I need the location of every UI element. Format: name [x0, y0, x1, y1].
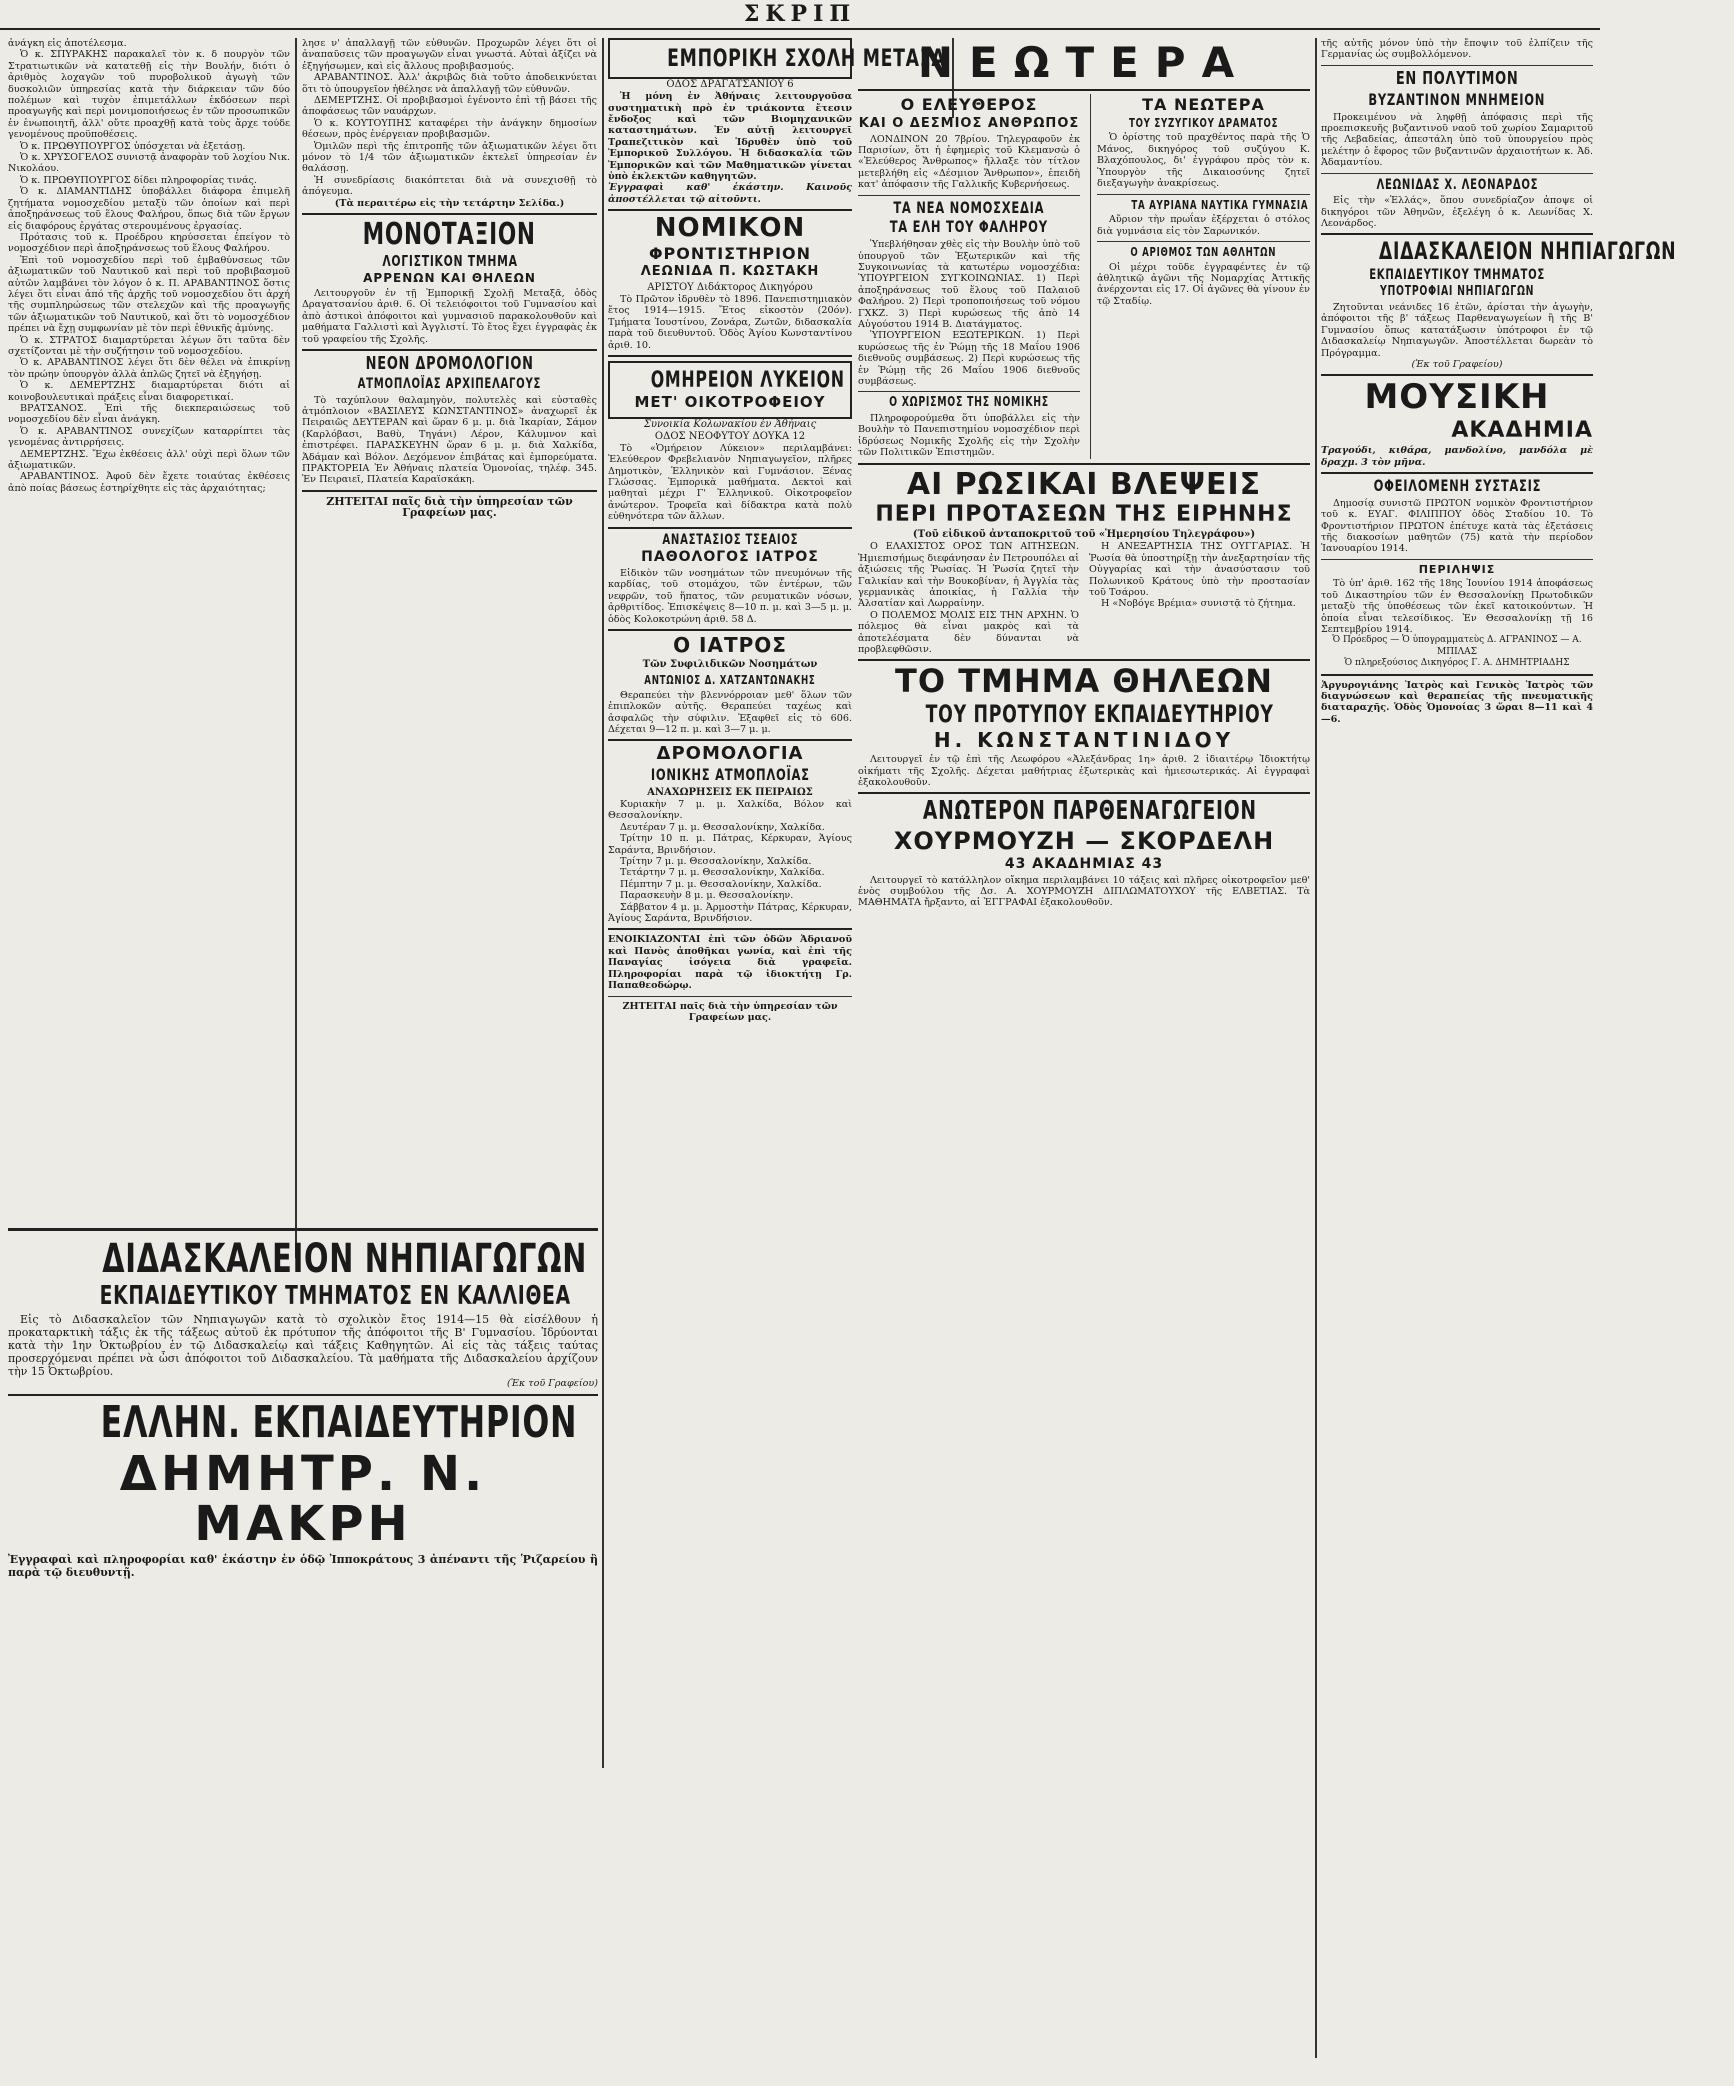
- ofeilom-body: Δημοσίᾳ συνιστῶ ΠΡΩΤΟΝ νομικὸν Φροντιστήριον τοῦ κ. ΕΥΑΓ. ΦΙΛΙΠΠΟΥ ὁδὸς Σταδίου 10. Τὸ Φροντιστήριον ΠΡΩΤΟΝ ἐπέτυχε κατὰ τὰς ἐξετάσεις τῆς διακοσίων μαθητῶν (75) κατὰ τὴν περίοδον Ἰανουαρίου 1914.: [1321, 497, 1593, 555]
- divider: [858, 463, 1310, 465]
- thileon-subtitle: ΤΟΥ ΠΡΟΤΥΠΟΥ ΕΚΠΑΙΔΕΥΤΗΡΙΟΥ: [925, 699, 1274, 728]
- column-rule: [602, 38, 604, 1768]
- dromologia-line: Παρασκευὴν 8 μ. μ. Θεσσαλονίκην.: [620, 890, 794, 902]
- divider: [1321, 559, 1593, 560]
- ad-nomikon-subtitle: ΦΡΟΝΤΙΣΤΗΡΙΟΝ: [648, 243, 812, 263]
- column-4-split: [858, 94, 1310, 459]
- eli-body-2: ὙΠΟΥΡΓΕΙΟΝ ΕΞΩΤΕΡΙΚΩΝ. 1) Περὶ κυρώσεως τῆς ἐν Ῥώμῃ τῆς 18 Μαΐου 1906 διεθνοῦς συμβάσεως. 2) Περὶ κυρώσεως τῆς ἐν Ῥώμῃ τῆς 26 Μαΐου 1906 διεθνοῦς συμβάσεως.: [858, 330, 1080, 388]
- divider: [608, 996, 852, 997]
- ad-monotaxion-title: ΜΟΝΟΤΑΞΙΟΝ: [362, 217, 537, 253]
- roskai-columns: [858, 541, 1310, 655]
- partheon-subtitle: ΧΟΥΡΜΟΥΖΗ — ΣΚΟΡΔΕΛΗ: [893, 826, 1275, 855]
- wanted-notice: ΖΗΤΕΙΤΑΙ παῖς διὰ τὴν ὑπηρεσίαν τῶν Γραφείων μας.: [326, 494, 573, 520]
- divider: [1321, 173, 1593, 174]
- ad-dromologion-subtitle: ΑΤΜΟΠΛΟΪΑΣ ΑΡΧΙΠΕΛΑΓΟΥΣ: [357, 375, 542, 392]
- divider: [1321, 65, 1593, 66]
- paragraph: Πρότασις τοῦ κ. Προέδρου κηρύσσεται ἐπείγον τὸ νομοσχέδιον περὶ ἀποξηράνσεως τοῦ ἕλους Φαλήρου.: [8, 231, 290, 255]
- paragraph: Ἐπὶ τοῦ νομοσχεδίου περὶ τοῦ ἐμβαθύνσεως τῶν ἀξιωματικῶν τοῦ Ναυτικοῦ καὶ περὶ τοῦ προβιβασμοῦ αὐτῶν λαμβάνει τὸν λόγον ὁ κ. Π. ΑΡΑΒΑΝΤΙΝΟΣ ὅστις λέγει ὅτι εἶναι ἀπό τῆς ἀρχῆς τοῦ νομοσχεδίου ὅτι ἀρχή τῆς συμπληρώσεως τῶν στελεχῶν καὶ τῆς προαγωγῆς τῶν ἀξιωματικῶν τοῦ Ναυτικοῦ, καὶ ὅτι τὸ νομοσχέδιον πρέπει νὰ ἔχῃ συμφωνίαν μὲ τὸν περὶ ἐθνικῆς ἀμύνης.: [8, 254, 290, 335]
- dromologia-line: Τετάρτην 7 μ. μ. Θεσσαλονίκην, Χαλκίδα.: [620, 867, 825, 879]
- divider: [858, 659, 1310, 661]
- ad-nomikon-name: ΛΕΩΝΙΔΑ Π. ΚΩΣΤΑΚΗ: [640, 264, 820, 280]
- paragraph: Ἡ συνεδρίασις διακόπτεται διὰ νὰ συνεχισθῇ τὸ ἀπόγευμα.: [302, 174, 597, 198]
- naftiki-title: ΤΑ ΑΥΡΙΑΝΑ ΝΑΥΤΙΚΑ ΓΥΜΝΑΣΙΑ: [1131, 197, 1309, 212]
- kallithea-subtitle: ΕΚΠΑΙΔΕΥΤΙΚΟΥ ΤΜΗΜΑΤΟΣ ΕΝ ΚΑΛΛΙΘΕΑ: [99, 1281, 571, 1311]
- paragraph: λησε ν' ἀπαλλαγῇ τῶν εὐθυνῶν. Προχωρῶν λέγει ὅτι οἱ ἀναπαῦσεις τῶν προαγωγῶν εἶναι γνωστά. Αὐταὶ ἀξίζει νὰ ἐξηγήσωμεν, καὶ εἰς ἄλλους προβιβασμούς.: [302, 38, 597, 72]
- ad-dromologia-subtitle: ΙΟΝΙΚΗΣ ΑΤΜΟΠΛΟΪΑΣ: [650, 765, 810, 785]
- paragraph: Ὁ κ. ΑΡΑΒΑΝΤΙΝΟΣ συνεχίζων καταρρίπτει τὰς γενομένας ἀντιρρήσεις.: [8, 425, 290, 449]
- divider: [608, 355, 852, 357]
- neotera-banner: ΝΕΩΤΕΡΑ: [858, 41, 1310, 91]
- bottom-left-block: [8, 1228, 598, 2068]
- ad-nomikon-title: ΝΟΜΙΚΟΝ: [654, 213, 806, 244]
- ad-tseaios-title: ΑΝΑΣΤΑΣΙΟΣ ΤΣΕΑΙΟΣ: [662, 531, 798, 548]
- kallithea-body: Εἰς τὸ Διδασκαλεῖον τῶν Νηπιαγωγῶν κατὰ τὸ σχολικὸν ἔτος 1914—15 θὰ εἰσέλθουν ἡ προκαταρκτικὴ τάξις ἐκ τῆς τάξεως αὐτοῦ ἐκ πρότυπον τῆς ἀπόφοιτοι τῆς Β' Γυμνασίου. Ἱδρύονται κατὰ τὴν 1ην Ὀκτωβρίου ἐν τῷ Διδασκαλείῳ καὶ τάξεις Καθηγητῶν. Αἱ εἰς τὰς τάξεις ταύτας προσερχόμεναι πρέπει νὰ ὦσι ἀπόφοιτοι τοῦ Διδασκαλείου. Τὰ μαθήματα τῆς Διδασκαλείου ἀρχίζουν τὴν 15 Ὀκτωβρίου.: [8, 1313, 598, 1379]
- kallithea-title: ΔΙΔΑΣΚΑΛΕΙΟΝ ΝΗΠΙΑΓΩΓΩΝ: [102, 1236, 588, 1282]
- column-rule: [1315, 38, 1317, 2058]
- ad-iatros-body: Θεραπεύει τὴν βλεννόρροιαν μεθ' ὅλων τῶν ἐπιπλοκῶν αὐτῆς. Θεραπεύει ταχέως καὶ ἀσφαλῶς τὴν σύφιλιν. Ἐξαφθεῖ εἰς τὸ 606. Δέχεται 9—12 π. μ. καὶ 3—7 μ. μ.: [608, 689, 852, 735]
- xorismos-body: Πληροφορούμεθα ὅτι ὑποβάλλει εἰς τὴν Βουλὴν τὸ Πανεπιστημίου νομοσχέδιον περὶ ἰδρύσεως Νομικῆς Σχολῆς εἰς τὴν Σχολὴν τῶν Πολιτικῶν Ἐπιστημῶν.: [858, 413, 1080, 459]
- partheon-address: 43 ΑΚΑΔΗΜΙΑΣ 43: [1004, 855, 1164, 872]
- divider: [1321, 674, 1593, 676]
- roskai-body-2: Ο ΠΟΛΕΜΟΣ ΜΟΛΙΣ ΕΙΣ ΤΗΝ ΑΡΧΗΝ. Ὁ πόλεμος θὰ εἶναι μακρὸς καὶ τὰ ἀποτελέσματα δὲν δύνανται νὰ προβλεφθῶσιν.: [858, 609, 1079, 655]
- periliphis-body: Τὸ ὑπ' ἀριθ. 162 τῆς 18ης Ἰουνίου 1914 ἀποφάσεως τοῦ Δικαστηρίου τῶν ἐν Θεσσαλονίκῃ Πρωτοδικῶν μεταξὺ τῆς ὑποθέσεως τῶν ἐκεῖ κατοικούντων. Ἡ ὁποία εἶναι τελεσίδικος. Ἐν Θεσσαλονίκῃ τῇ 16 Σεπτεμβρίου 1914.: [1321, 578, 1593, 635]
- eli-title: ΤΑ ΕΛΗ ΤΟΥ ΦΑΛΗΡΟΥ: [889, 217, 1049, 237]
- ad-iatros-subtitle: Τῶν Συφιλιδικῶν Νοσημάτων: [642, 659, 818, 671]
- paragraph: Ὁ κ. ΣΤΡΑΤΟΣ διαμαρτύρεται λέγων ὅτι ταῦτα δὲν σχετίζονται μὲ τὴν συζήτησιν τοῦ νομοσχεδίου.: [8, 334, 290, 357]
- ad-dromologia-list: [608, 799, 852, 924]
- masthead-title: ΣΚΡΙΠ: [743, 1, 857, 27]
- continuation-note: (Τὰ περαιτέρω εἰς τὴν τετάρτην Σελίδα.): [334, 197, 565, 209]
- divider: [8, 1394, 598, 1396]
- ad-enoikiazontai: ΕΝΟΙΚΙΑΖΟΝΤΑΙ ἐπὶ τῶν ὁδῶν Ἀδριανοῦ καὶ Πανὸς ἀποθῆκαι γωνία, καὶ ἐπὶ τῆς Παναγίας ἰσόγεια διὰ γραφεῖα. Πληροφορίαι παρὰ τῷ ἰδιοκτήτῃ Γρ. Παπαθεοδώρῳ.: [608, 934, 852, 992]
- ad-tseaios-subtitle: ΠΑΘΟΛΟΓΟΣ ΙΑΤΡΟΣ: [641, 549, 819, 566]
- periliphis-signatures: Ὁ Πρόεδρος — Ὁ ὑπογραμματεὺς Δ. ΑΓΡΑΝΙΝΟΣ — Α. ΜΠΙΛΑΣ: [1332, 635, 1582, 657]
- ad-dromologia-title: ΔΡΟΜΟΛΟΓΙΑ: [656, 743, 804, 765]
- column-rule: [295, 38, 297, 1258]
- paragraph: Ὁ κ. ΧΡΥΣΟΓΕΛΟΣ συνιστᾷ ἀναφορὰν τοῦ λοχίου Νικ. Νικολάου.: [8, 152, 290, 175]
- nomosxedia-title: ΤΑ ΝΕΑ ΝΟΜΟΣΧΕΔΙΑ: [893, 197, 1045, 217]
- eleutheros-subtitle: ΚΑΙ Ο ΔΕΣΜΙΟΣ ΑΝΘΡΩΠΟΣ: [858, 115, 1080, 131]
- naftiki-body: Αὔριον τὴν πρωΐαν ἐξέρχεται ὁ στόλος διὰ γυμνάσια εἰς τὸν Σαρωνικόν.: [1097, 214, 1310, 237]
- column-5: [1321, 38, 1677, 2078]
- paragraph: Ὁ κ. ΔΙΑΜΑΝΤΙΔΗΣ ὑποβάλλει διάφορα ἐπιμελῆ ζητήματα νομοσχεδίου μεταξὺ τῶν ὁποίων καὶ περὶ ἀποξηράνσεως τοῦ ἕλους Φαλήρου, ὅπως διὰ τῶν ἔργων εἰς διαφόρους ἐργάτας στερουμένους ἐργασίας.: [8, 186, 290, 232]
- paragraph: ΑΡΑΒΑΝΤΙΝΟΣ. Ἀλλ' ἀκριβῶς διὰ τοῦτο ἀποδεικνύεται ὅτι τὸ ὑπουργεῖον ἠθέλησε νὰ ἀπαλλαγῇ τῶν εὐθυνῶν.: [302, 72, 597, 95]
- ad-emporiki-body: Ἡ μόνη ἐν Ἀθήναις λειτουργοῦσα συστηματικὴ πρὸ ἐν τριάκοντα ἔτεσιν ἔνδοξος καὶ τῶν Βιομηχανικῶν καταστημάτων. Ἐν αὐτῇ λειτουργεῖ Τραπεζιτικὸν καὶ Ἱδρυθὲν ὑπὸ τοῦ Ἐμπορικοῦ Συλλόγου. Ἡ διδασκαλία τῶν Ἐμπορικῶν καὶ τῶν Μαθηματικῶν γίνεται ὑπὸ ἐκλεκτῶν καθηγητῶν.: [608, 91, 852, 183]
- paragraph: Ὁ κ. ΔΕΜΕΡΤΖΗΣ διαμαρτύρεται διότι αἱ κοινοβουλευτικαὶ πράξεις εἶναι διαφορετικαί.: [8, 380, 290, 403]
- makri-body: Ἐγγραφαὶ καὶ πληροφορίαι καθ' ἑκάστην ἐν ὁδῷ Ἰπποκράτους 3 ἀπέναντι τῆς Ῥιζαρείου ἢ παρὰ τῷ διευθυντῇ.: [8, 1552, 598, 1579]
- paragraph: Ὁ κ. ΚΟΥΤΟΥΠΗΣ καταφέρει τὴν ἀνάγκην δημοσίων θέσεων, πρὸς ἐνέργειαν προβιβασμῶν.: [302, 117, 597, 141]
- column-2: [302, 38, 597, 1218]
- polytimon-subtitle: ΒΥΖΑΝΤΙΝΟΝ ΜΝΗΜΕΙΟΝ: [1368, 89, 1546, 109]
- divider: [1097, 241, 1310, 242]
- nipiagogon-subtitle: ΕΚΠΑΙΔΕΥΤΙΚΟΥ ΤΜΗΜΑΤΟΣ: [1369, 266, 1545, 283]
- paragraph: Ὁ κ. ΠΡΩΘΥΠΟΥΡΓΟΣ δίδει πληροφορίας τινάς.: [20, 174, 257, 186]
- ad-iatros-name: ΑΝΤΩΝΙΟΣ Δ. ΧΑΤΖΑΝΤΩΝΑΚΗΣ: [644, 673, 816, 688]
- ad-omireion-title: ΟΜΗΡΕΙΟΝ ΛΥΚΕΙΟΝ: [650, 368, 845, 394]
- column-3: [608, 38, 946, 1758]
- paragraph: ΔΕΜΕΡΤΖΗΣ. Οἱ προβιβασμοὶ ἐγένοντο ἐπὶ τῇ βάσει τῆς ἀποφάσεως τῶν ναυάρχων.: [302, 95, 597, 118]
- dromologia-line: Τρίτην 10 π. μ. Πάτρας, Κέρκυραν, Ἁγίους Σαράντα, Βρινδήσιον.: [608, 833, 852, 856]
- makri-title: ΕΛΛΗΝ. ΕΚΠΑΙΔΕΥΤΗΡΙΟΝ: [100, 1396, 578, 1448]
- mousiki-title: ΜΟΥΣΙΚΗ: [1364, 377, 1550, 418]
- neotera2-body: Ὁ ὀρίστης τοῦ πραχθέντος παρὰ τῆς Ὁ Μάνος, δικηγόρος τοῦ συζύγου Κ. Βλαχόπουλος, δι' ἐγγράφου πρὸς τὸν κ. Ὑπουργὸν τῆς Δικαιοσύνης ζητεῖ διεξαγωγὴν ἀνακρίσεως.: [1097, 132, 1310, 190]
- paragraph: ΒΡΑΤΣΑΝΟΣ. Ἐπὶ τῆς διεκπεραιώσεως τοῦ νομοσχεδίου δὲν εἶναι ἀνάγκη.: [8, 403, 290, 426]
- nipiagogon-source: (Ἐκ τοῦ Γραφείου): [1411, 358, 1503, 370]
- paragraph: ἀνάγκη εἰς ἀποτέλεσμα.: [8, 38, 127, 49]
- ad-omireion: [608, 361, 852, 419]
- thileon-title: ΤΟ ΤΜΗΜΑ ΘΗΛΕΩΝ: [895, 662, 1273, 701]
- eleutheros-title: Ο ΕΛΕΥΘΕΡΟΣ: [900, 95, 1038, 115]
- ad-emporiki-title: ΕΜΠΟΡΙΚΗ ΣΧΟΛΗ ΜΕΤΑΞΑ: [667, 44, 946, 72]
- neotera2-subtitle: ΤΟΥ ΣΥΖΥΓΙΚΟΥ ΔΡΑΜΑΤΟΣ: [1128, 115, 1279, 130]
- divider: [858, 391, 1080, 392]
- xorismos-title: Ο ΧΩΡΙΣΜΟΣ ΤΗΣ ΝΟΜΙΚΗΣ: [889, 395, 1049, 411]
- roskai-title: ΑΙ ΡΩΣΙΚΑΙ ΒΛΕΨΕΙΣ: [906, 466, 1262, 502]
- divider: [302, 349, 597, 351]
- divider: [608, 209, 852, 211]
- dromologia-line: Κυριακὴν 7 μ. μ. Χαλκίδα, Βόλον καὶ Θεσσαλονίκην.: [608, 799, 852, 822]
- athlites-body: Οἱ μέχρι τοῦδε ἐγγραφέντες ἐν τῷ ἀθλητικῷ ἀγῶνι τῆς Νομαρχίας Ἀττικῆς ἀνέρχονται εἰς 17. Οἱ ἀγῶνες θὰ γίνουν ἐν τῷ Σταδίῳ.: [1097, 261, 1310, 307]
- roskai-left: [858, 541, 1079, 655]
- ad-monotaxion-body: Λειτουργοῦν ἐν τῇ Ἐμπορικῇ Σχολῇ Μεταξᾶ, ὁδὸς Δραγατσανίου ἀριθ. 6. Οἱ τελειόφοιτοι τοῦ Γυμνασίου καὶ ἀπὸ ἀστικοὶ ἀπόφοιτοι καὶ γυμνασιοῦ παρακολουθοῦν καὶ μαθήματα Γαλλιστὶ καὶ Ἀγγλιστί. Τὸ ἔτος ἔχει ἐγγραφὰς ἐκ τοῦ γραφείου τῆς Σχολῆς.: [302, 287, 597, 345]
- partheon-body: Λειτουργεῖ τὸ κατάλληλον οἴκημα περιλαμβάνει 10 τάξεις καὶ πλῆρες οἰκοτροφεῖον μεθ' ἑνὸς συμβούλου τῆς Δσ. Α. ΧΟΥΡΜΟΥΖΗ ΔΙΠΛΩΜΑΤΟΥΧΟΥ τῆς ΕΛΒΕΤΙΑΣ. Τὰ ΜΑΘΗΜΑΤΑ ἤρξαντο, αἱ ἘΓΓΡΑΦΑΙ ἐξακολουθοῦν.: [858, 874, 1310, 909]
- ad-omireion-body: Τὸ «Ὁμήρειον Λύκειον» περιλαμβάνει: Ἐλεύθερον Φρεβελιανὸν Νηπιαγωγεῖον, πλῆρες Δημοτικὸν, Ἑλληνικὸν καὶ Γυμνάσιον. Ξένας Γλώσσας. Ἐμπορικὰ μαθήματα. Δεκτοὶ καὶ μαθηταὶ μέχρι Γ' Ἑλληνικοῦ. Οἰκοτροφεῖον ἀνώτερον. Τροφεῖα καὶ δίδακτρα κατὰ πολὺ εὐθηνότερα τῶν ἄλλων.: [608, 442, 852, 523]
- divider: [1097, 194, 1310, 195]
- roskai-body-1: Ο ΕΛΑΧΙΣΤΟΣ ΟΡΟΣ ΤΩΝ ΑΙΤΗΣΕΩΝ. Ἡμιεπισήμως διεφάνησαν ἐν Πετρουπόλει αἱ ἀξιώσεις τῆς Ῥωσίας. Ἡ Ῥωσία ζητεῖ τὴν Γαλικίαν καὶ τὴν Βουκοβίναν, ἡ Ἀγγλία τὰς γερμανικὰς ἀποικίας, ἡ Γαλλία τὴν Ἀλσατίαν καὶ Λωρραίνην.: [858, 541, 1079, 610]
- ad-emporiki: [608, 38, 946, 79]
- paragraph: Ὁμιλῶν περὶ τῆς ἐπιτροπῆς τῶν ἀξιωματικῶν λέγει ὅτι μόνον τὸ 1/4 τῶν ἀξιωματικῶν ἐκτελεῖ ὑπηρεσίαν ἐν θαλάσσῃ.: [302, 140, 597, 175]
- divider: [1321, 233, 1593, 235]
- ad-nomikon-body: Τὸ Πρῶτον ἱδρυθὲν τὸ 1896. Πανεπιστημιακὸν ἔτος 1914—1915. Ἔτος εἰκοστὸν (20όν). Τμήματα Ἰουστίνου, Ζονάρα, Ζωτῶν, διδασκαλία παρὰ τοῦ διευθυντοῦ. Ὁδὸς Ἁγίου Κωνσταντίνου ἀριθ. 10.: [608, 293, 852, 351]
- divider: [302, 490, 597, 492]
- nipiagogon-title: ΔΙΔΑΣΚΑΛΕΙΟΝ ΝΗΠΙΑΓΩΓΩΝ: [1378, 237, 1677, 266]
- mousiki-subtitle: ΑΚΑΔΗΜΙΑ: [1451, 418, 1593, 444]
- ad-nomikon-address: ΑΡΙΣΤΟΥ Διδάκτορος Δικηγόρου: [647, 281, 813, 293]
- eli-body: Ὑπεβλήθησαν χθὲς εἰς τὴν Βουλὴν ὑπὸ τοῦ ὑπουργοῦ τῶν Ἐξωτερικῶν καὶ τῆς Συγκοινωνίας τὰ κατωτέρω νομοσχέδια: ὙΠΟΥΡΓΕΙΟΝ ΣΥΓΚΟΙΝΩΝΙΑΣ. 1) Περὶ ἀποξηράνσεως τοῦ ἕλους τοῦ Παλαιοῦ Φαλήρου. 2) Περὶ τροποποιήσεως τοῦ νόμου ΓΧΚΖ. 3) Περὶ κυρώσεως τῆς ἀπὸ 14 Αὐγούστου 1914 Β. Διατάγματος.: [858, 239, 1080, 330]
- ad-emporiki-foot: Ἐγγραφαὶ καθ' ἑκάστην. Καινοῦς ἀποστέλλεται τῷ αἰτοῦντι.: [608, 182, 852, 205]
- ad-dromologia-departures: ΑΝΑΧΩΡΗΣΕΙΣ ΕΚ ΠΕΙΡΑΙΩΣ: [647, 787, 813, 799]
- ad-dromologion-body: Τὸ ταχύπλουν θαλαμηγὸν, πολυτελὲς καὶ εὐσταθὲς ἀτμόπλοιον «ΒΑΣΙΛΕΥΣ ΚΩΝΣΤΑΝΤΙΝΟΣ» ἀναχωρεῖ ἐκ Πειραιῶς ΔΕΥΤΕΡΑΝ καὶ ὥραν 6 μ. μ. διὰ Ἰκαρίαν, Σάμον (Καρλόβασι, Βαθὺ, Τηγάνι) Λέρον, Κάλυμνον καὶ ἐπιστρέφει. ΠΑΡΑΣΚΕΥΗΝ ὥραν 6 μ. μ. διὰ Χαλκίδα, Ἀδάμαν καὶ Βόλον. Δεχόμενον ἐπιβάτας καὶ ἐμπορεύματα. ΠΡΑΚΤΟΡΕΙΑ Ἐν Ἀθήναις πλατεία Ὁμονοίας, τηλέφ. 345. Ἐν Πειραιεῖ, Πλατεία Καραϊσκάκη.: [302, 394, 597, 486]
- wanted-notice-2: ΖΗΤΕΙΤΑΙ παῖς διὰ τὴν ὑπηρεσίαν τῶν Γραφείων μας.: [622, 1000, 838, 1023]
- divider: [608, 928, 852, 930]
- ad-omireion-subtitle: ΜΕΤ' ΟΙΚΟΤΡΟΦΕΙΟΥ: [634, 393, 826, 412]
- roskai-body-3: Η ΑΝΕΞΑΡΤΗΣΙΑ ΤΗΣ ΟΥΓΓΑΡΙΑΣ. Ἡ Ῥωσία θὰ ὑποστηρίξῃ τὴν ἀνεξαρτησίαν τῆς Οὐγγαρίας καὶ τὴν ἀνασύστασιν τοῦ Πολωνικοῦ Κράτους ὑπὸ τὴν προστασίαν τοῦ Τσάρου.: [1089, 541, 1310, 598]
- partheon-title: ΑΝΩΤΕΡΟΝ ΠΑΡΘΕΝΑΓΩΓΕΙΟΝ: [922, 796, 1257, 827]
- roskai-source: (Τοῦ εἰδικοῦ ἀνταποκριτοῦ τοῦ «Ἡμερησίου Τηλεγράφου»): [912, 529, 1256, 541]
- mousiki-body: Τραγούδι, κιθάρα, μανδολίνο, μανδόλα μὲ δραχμ. 3 τὸν μῆνα.: [1321, 445, 1593, 468]
- ad-dromologion-title: ΝΕΟΝ ΔΡΟΜΟΛΟΓΙΟΝ: [365, 352, 534, 374]
- divider: [1321, 472, 1593, 474]
- periliphis-title: ΠΕΡΙΛΗΨΙΣ: [1418, 562, 1496, 576]
- ad-omireion-area: Συνοικία Κολωνακίου ἐν Ἀθήναις: [643, 418, 817, 430]
- paragraph: Ὁ κ. ΣΠΥΡΑΚΗΣ παρακαλεῖ τὸν κ. δ πουργὸν τῶν Στρατιωτικῶν νὰ κατατεθῇ εἰς τὴν Βουλήν, διότι ὁ ἀριθμὸς λοχαγῶν τοῦ πυροβολικοῦ ἀγωγὴ τῶν δυσκολιῶν ὑπηρεσίας κατὰ τὴν διάρκειαν τῶν δύο πολέμων καὶ τυχὸν ἐπιμετάλλων ἐκδόσεων περὶ προαγωγῆς καὶ περὶ μονιμοποιήσεως ἐν τῶν προσωπικῶν ἐν ἑνωποιητῆ, ἀλλ' οὔτε προαχθῇ κατὰ τοὺς ἄρχε τούδε γενομένους προϋποθέσεις.: [8, 49, 290, 141]
- ad-monotaxion-subtitle: ΛΟΓΙΣΤΙΚΟΝ ΤΜΗΜΑ: [381, 251, 518, 270]
- makri-subtitle: ΔΗΜΗΤΡ. Ν. ΜΑΚΡΗ: [119, 1445, 487, 1553]
- leonidas-body: Εἰς τὴν «Ἑλλάς», ὅπου συνεδρίαζον ἀποψε οἱ δικηγόροι τῶν Ἀθηνῶν, ἐξελέγη ὁ κ. Λεωνίδας Χ. Λεονάρδος.: [1321, 195, 1593, 230]
- paragraph: τῆς αὐτῆς μόνον ὑπὸ τὴν ἔποψιν τοῦ ἐλπίζειν τῆς Γερμανίας ὡς συμβολλόμενον.: [1321, 38, 1593, 61]
- divider: [608, 629, 852, 631]
- ad-iatros-title: Ο ΙΑΤΡΟΣ: [673, 633, 787, 658]
- eleutheros-body: ΛΟΝΔΙΝΟΝ 20 7βρίου. Τηλεγραφοῦν ἐκ Παρισίων, ὅτι ἡ ἐφημερὶς τοῦ Κλεμανσὼ ὁ «Ἐλεύθερος Ἄνθρωπος» ἤλλαξε τὸν τίτλον μετεβλήθη εἰς «Δέσμιον Ἄνθρωπον», ἐπειδὴ κατ' ἀπόφασιν τῆς Γαλλικῆς Κυβερνήσεως.: [858, 133, 1080, 191]
- nipiagogon-subtitle2: ΥΠΟΤΡΟΦΙΑΙ ΝΗΠΙΑΓΩΓΩΝ: [1379, 284, 1535, 300]
- column-4: [858, 38, 1310, 1758]
- ad-emporiki-address: ΟΔΟΣ ΔΡΑΓΑΤΣΑΝΙΟΥ 6: [666, 79, 794, 91]
- dromologia-line: Δευτέραν 7 μ. μ. Θεσσαλονίκην, Χαλκίδα.: [620, 821, 825, 833]
- paragraph: ΑΡΑΒΑΝΤΙΝΟΣ. Ἀφοῦ δὲν ἔχετε τοιαύτας ἐκθέσεις ἀπὸ ποίας βάσεως ἐστηρίχθητε εἰς τὰς ἀρχαιότητας;: [8, 471, 290, 494]
- paragraph: Ὁ κ. ΠΡΩΘΥΠΟΥΡΓΟΣ ὑπόσχεται νὰ ἐξετάσῃ.: [20, 140, 246, 152]
- leonidas-title: ΛΕΩΝΙΔΑΣ Χ. ΛΕΟΝΑΡΔΟΣ: [1376, 176, 1538, 193]
- roskai-right: [1089, 541, 1310, 655]
- paragraph: ΔΕΜΕΡΤΖΗΣ. Ἔχω ἐκθέσεις ἀλλ' οὐχὶ περὶ ὅλων τῶν ἀξιωματικῶν.: [8, 448, 290, 472]
- neotera2-title: ΤΑ ΝΕΩΤΕΡΑ: [1142, 95, 1265, 115]
- divider: [608, 739, 852, 741]
- argyrogianis-notice: Ἀργυρογιάνης Ἰατρὸς καὶ Γενικὸς Ἰατρὸς τῶν διαγνώσεων καὶ θεραπείας τῆς πνευματικῆς διαταραχῆς. Ὁδὸς Ὁμονοίας 3 ὥραι 8—11 καὶ 4—6.: [1321, 679, 1593, 725]
- ad-monotaxion-subtitle2: ΑΡΡΕΝΩΝ ΚΑΙ ΘΗΛΕΩΝ: [363, 271, 536, 286]
- roskai-subtitle: ΠΕΡΙ ΠΡΟΤΑΣΕΩΝ ΤΗΣ ΕΙΡΗΝΗΣ: [875, 502, 1293, 528]
- periliphis-signatures-2: Ὁ πληρεξούσιος Δικηγόρος Γ. Α. ΔΗΜΗΤΡΙΑΔΗΣ: [1344, 658, 1570, 669]
- paragraph: Ὁ κ. ΑΡΑΒΑΝΤΙΝΟΣ λέγει ὅτι δὲν θέλει νὰ ἐπικρίνῃ τὸν πρώην ὑπουργὸν ἀλλὰ ἁπλῶς ζητεῖ νὰ ἐξηγήσῃ.: [8, 357, 290, 380]
- dromologia-line: Τρίτην 7 μ. μ. Θεσσαλονίκην, Χαλκίδα.: [620, 856, 812, 868]
- ad-omireion-address: ΟΔΟΣ ΝΕΟΦΥΤΟΥ ΔΟΥΚΑ 12: [654, 430, 806, 442]
- thileon-body: Λειτουργεῖ ἐν τῷ ἐπὶ τῆς Λεωφόρου «Ἀλεξάνδρας 1η» ἀριθ. 2 ἰδιαιτέρῳ Ἰδιοκτήτῳ οἰκήματι τῆς Σχολῆς. Δέχεται μαθήτριας ἐξωτερικὰς καὶ ἡμιεσωτερικάς. Αἱ ἐγγραφαὶ ἐξακολουθοῦν.: [858, 754, 1310, 788]
- divider: [858, 792, 1310, 794]
- column-1: [8, 38, 290, 1218]
- polytimon-body: Προκειμένου νὰ ληφθῇ ἀπόφασις περὶ τῆς προεπισκευῆς βυζαντινοῦ ναοῦ τοῦ χωρίου Σαμαριτοῦ τῆς Λεβαδείας, ἀπεστάλη ὑπὸ τοῦ ὑπουργείου πρὸς μελέτην ὁ ἔφορος τῶν βυζαντινῶν ἀρχαιοτήτων κ. Ἀδ. Ἀδαμαντίου.: [1321, 111, 1593, 169]
- athlites-title: Ο ΑΡΙΘΜΟΣ ΤΩΝ ΑΘΛΗΤΩΝ: [1130, 244, 1277, 259]
- nipiagogon-body: Ζητοῦνται νεάνιδες 16 ἐτῶν, ἀρίσται τὴν ἀγωγὴν, ἀπόφοιτοι τῆς β' τάξεως Παρθεναγωγείων ἢ τῆς Β' Γυμνασίου ὅπως κατατάξωσιν ὑπότροφοι ἐν τῷ Διδασκαλείῳ Νηπιαγωγῶν. Ἀποστέλλεται δωρεὰν τὸ Πρόγραμμα.: [1321, 301, 1593, 359]
- dromologia-line: Σάββατον 4 μ. μ. Ἀρμοστὴν Πάτρας, Κέρκυραν, Ἁγίους Σαράντα, Βρινδήσιον.: [608, 901, 852, 925]
- divider: [302, 213, 597, 215]
- divider: [608, 527, 852, 529]
- ad-tseaios-body: Εἰδικὸν τῶν νοσημάτων τῶν πνευμόνων τῆς καρδίας, τοῦ στομάχου, τῶν ἐντέρων, τῶν νεφρῶν, τοῦ ἥπατος, τῶν ρευματικῶν νόσων, ἀρθριτίδος. Ἐπισκέψεις 8—10 π. μ. καὶ 3—5 μ. μ. ὁδὸς Κολοκοτρώνη ἀριθ. 58 Δ.: [608, 568, 852, 625]
- roskai-foot: Η «Νοβόγε Βρέμια» συνιστᾷ τὸ ζήτημα.: [1101, 598, 1296, 610]
- kallithea-source: (Ἐκ τοῦ Γραφείου): [507, 1378, 598, 1390]
- ofeilom-title: ΟΦΕΙΛΟΜΕΝΗ ΣΥΣΤΑΣΙΣ: [1373, 475, 1541, 495]
- divider: [858, 195, 1080, 196]
- column-4-right: [1090, 94, 1310, 459]
- divider: [1321, 374, 1593, 376]
- masthead: [0, 0, 1600, 30]
- column-4-left: [858, 94, 1080, 459]
- polytimon-title: ΕΝ ΠΟΛΥΤΙΜΟΝ: [1395, 67, 1519, 89]
- dromologia-line: Πέμπτην 7 μ. μ. Θεσσαλονίκην, Χαλκίδα.: [620, 878, 822, 890]
- thileon-name: Η. ΚΩΝΣΤΑΝΤΙΝΙΔΟΥ: [933, 728, 1235, 753]
